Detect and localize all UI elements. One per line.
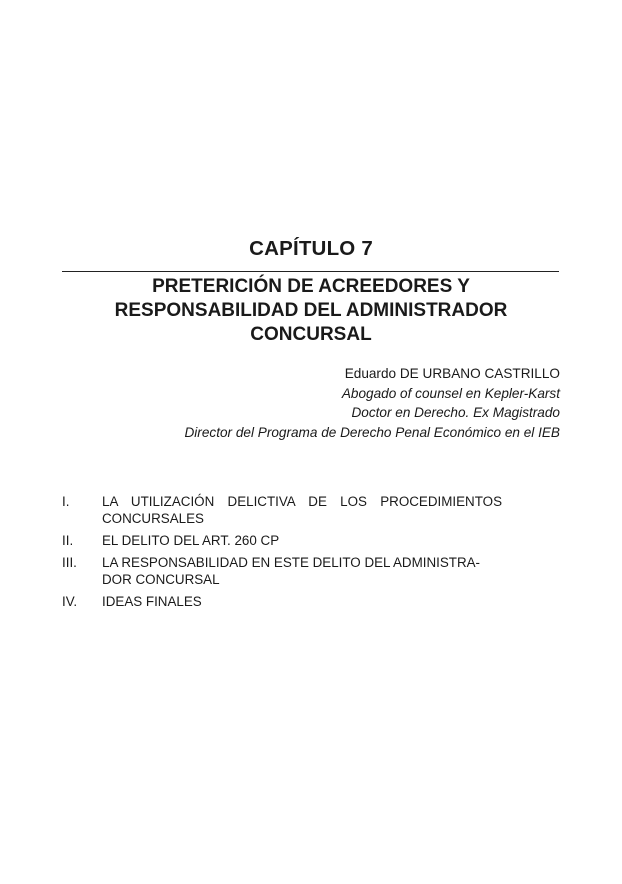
toc-number: IV. [62,594,78,609]
chapter-title-line: RESPONSABILIDAD DEL ADMINISTRADOR [114,300,508,321]
author-name: Eduardo DE URBANO CASTRILLO [344,366,560,381]
toc-text [102,532,502,549]
toc-number: III. [62,555,77,570]
author-affiliation: Abogado of counsel en Kepler-Karst [341,385,560,401]
toc-item [62,554,502,588]
toc-text [102,554,502,588]
toc-text [102,593,502,610]
toc-number: I. [62,494,70,509]
toc-line: DOR CONCURSAL [102,572,220,587]
toc-item [62,532,502,549]
toc-line: LA RESPONSABILIDAD EN ESTE DELITO DEL ADMINISTRA- [102,555,481,570]
author-affiliation: Doctor en Derecho. Ex Magistrado [351,405,560,420]
toc-line: EL DELITO DEL ART. 260 CP [102,533,280,548]
table-of-contents [62,493,502,615]
toc-line: CONCURSALES [102,511,204,526]
toc-item [62,593,502,610]
toc-line: LA UTILIZACIÓN DELICTIVA DE LOS PROCEDIMIENTOS [102,494,502,509]
toc-line: IDEAS FINALES [102,594,202,609]
title-divider [62,271,559,272]
toc-number: II. [62,533,74,548]
toc-item [62,493,502,527]
author-block [184,364,560,442]
toc-text [102,493,502,527]
chapter-title-line: CONCURSAL [250,324,372,345]
chapter-label: CAPÍTULO 7 [249,237,373,260]
chapter-title [62,275,560,347]
author-affiliation: Director del Programa de Derecho Penal Económico en el IEB [184,424,560,440]
chapter-title-line: PRETERICIÓN DE ACREEDORES Y [152,276,470,297]
